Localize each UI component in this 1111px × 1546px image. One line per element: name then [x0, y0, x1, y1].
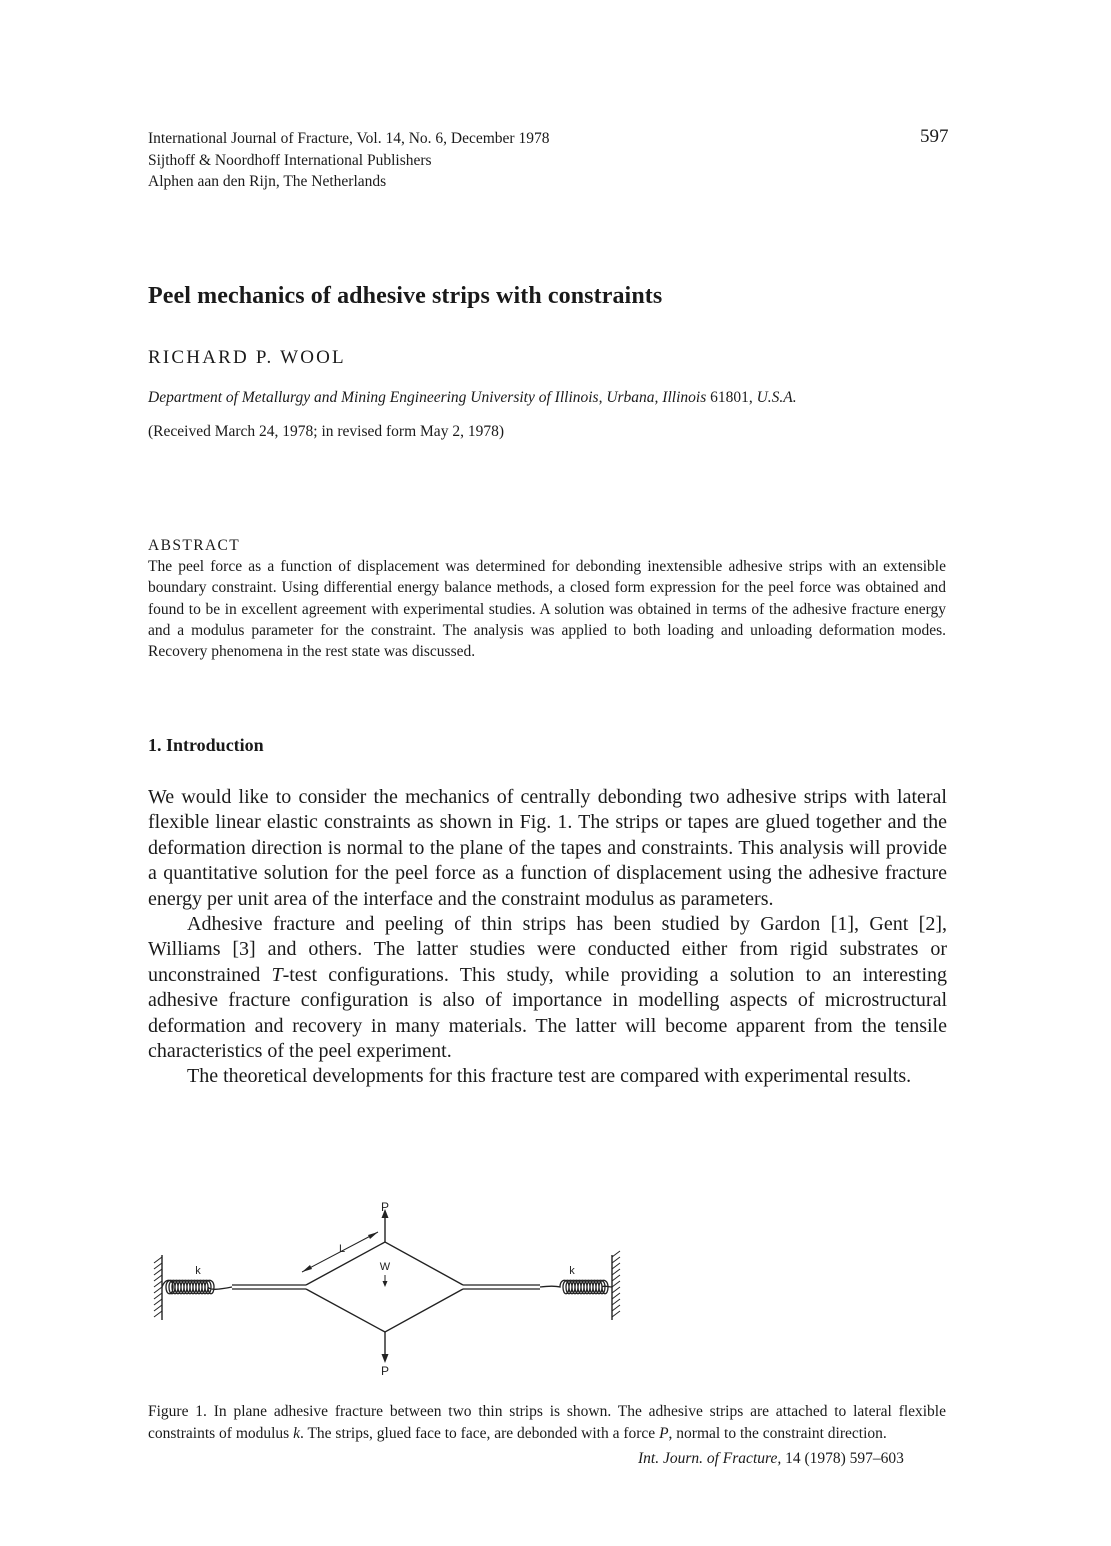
- abstract-heading: ABSTRACT: [148, 537, 241, 554]
- intro-paragraph-2-part-b: -test configurations. This study, while providing a solution to an interesting adhesive fracture configuration is also of importance in modelling aspects of microstructural deformation and recovery in many materials. The latter will become apparent from the tensile characteristics of the peel experiment.: [148, 963, 947, 1063]
- left-strip: [232, 1285, 306, 1289]
- label-k-right: k: [569, 1265, 575, 1277]
- journal-header: [148, 128, 549, 193]
- figure-1: [140, 1195, 650, 1390]
- footer-ref: 14 (1978) 597–603: [785, 1450, 904, 1467]
- abstract-text: The peel force as a function of displacement was determined for debonding inextensible adhesive strips with an extensible boundary constraint. Using differential energy balance methods, a closed form expression for the peel force was obtained and found to be in excellent agreement with experimental studies. A solution was obtained in terms of the adhesive fracture energy and a modulus parameter for the constraint. The analysis was applied to both loading and unloading deformation modes. Recovery phenomena in the rest state was discussed.: [148, 558, 946, 661]
- introduction-body: [148, 785, 947, 1090]
- affiliation-country: U.S.A.: [756, 389, 797, 406]
- caption-part-c: , normal to the constraint direction.: [668, 1424, 887, 1442]
- left-spring: [162, 1280, 232, 1294]
- right-wall: [612, 1251, 620, 1320]
- received-date: (Received March 24, 1978; in revised form May 2, 1978): [148, 423, 504, 440]
- header-line-3: Alphen aan den Rijn, The Netherlands: [148, 173, 387, 190]
- force-arrow-down: [382, 1332, 389, 1363]
- intro-paragraph-2: [148, 912, 947, 1064]
- label-p-top: P: [380, 1200, 390, 1214]
- affiliation: [148, 389, 797, 407]
- label-l: L: [338, 1243, 346, 1255]
- caption-part-b: . The strips, glued face to face, are debonded with a force: [299, 1424, 656, 1442]
- affiliation-text: Department of Metallurgy and Mining Engineering University of Illinois, Urbana, Illinois: [148, 389, 707, 406]
- affiliation-zip: 61801,: [710, 389, 753, 406]
- label-k-left: k: [195, 1265, 201, 1277]
- header-line-2: Sijthoff & Noordhoff International Publishers: [148, 151, 432, 169]
- debonded-strips: [306, 1242, 463, 1332]
- author-name: RICHARD P. WOOL: [148, 347, 346, 368]
- footer-journal: Int. Journ. of Fracture,: [638, 1450, 782, 1467]
- displacement-arrow: [383, 1275, 388, 1287]
- paper-title: Peel mechanics of adhesive strips with constraints: [148, 283, 663, 309]
- intro-paragraph-3: The theoretical developments for this fracture test are compared with experimental results.: [187, 1065, 912, 1088]
- caption-p: P: [659, 1424, 669, 1442]
- right-strip: [463, 1285, 540, 1289]
- figure-caption: [148, 1401, 946, 1444]
- label-w: W: [379, 1261, 391, 1273]
- peel-diagram: [140, 1195, 650, 1385]
- intro-paragraph-1: We would like to consider the mechanics of centrally debonding two adhesive strips with lateral flexible linear elastic constraints as shown in Fig. 1. The strips or tapes are glued together and the deformation direction is normal to the plane of the tapes and constraints. This analysis will provide a quantitative solution for the peel force as a function of displacement using the adhesive fracture energy per unit area of the interface and the constraint modulus as parameters.: [148, 786, 947, 910]
- intro-paragraph-2-part-a: Adhesive fracture and peeling of thin strips has been studied by Gardon [1], Gent [2], Williams [3] and others. The latter studies were conducted either from rigid substrates or unconstrained: [148, 913, 947, 986]
- section-heading-introduction: 1. Introduction: [148, 735, 264, 755]
- caption-k: k: [293, 1424, 300, 1442]
- label-p-bottom: P: [380, 1364, 390, 1378]
- right-spring: [540, 1280, 612, 1294]
- header-line-1: International Journal of Fracture, Vol. 14, No. 6, December 1978: [148, 130, 550, 147]
- left-wall: [154, 1255, 162, 1320]
- t-test-symbol: T: [271, 963, 283, 986]
- page-number: 597: [920, 126, 949, 147]
- footer-citation: [638, 1450, 904, 1468]
- caption-part-a: Figure 1. In plane adhesive fracture between two thin strips is shown. The adhesive strips are attached to lateral flexible constraints of modulus: [148, 1403, 946, 1442]
